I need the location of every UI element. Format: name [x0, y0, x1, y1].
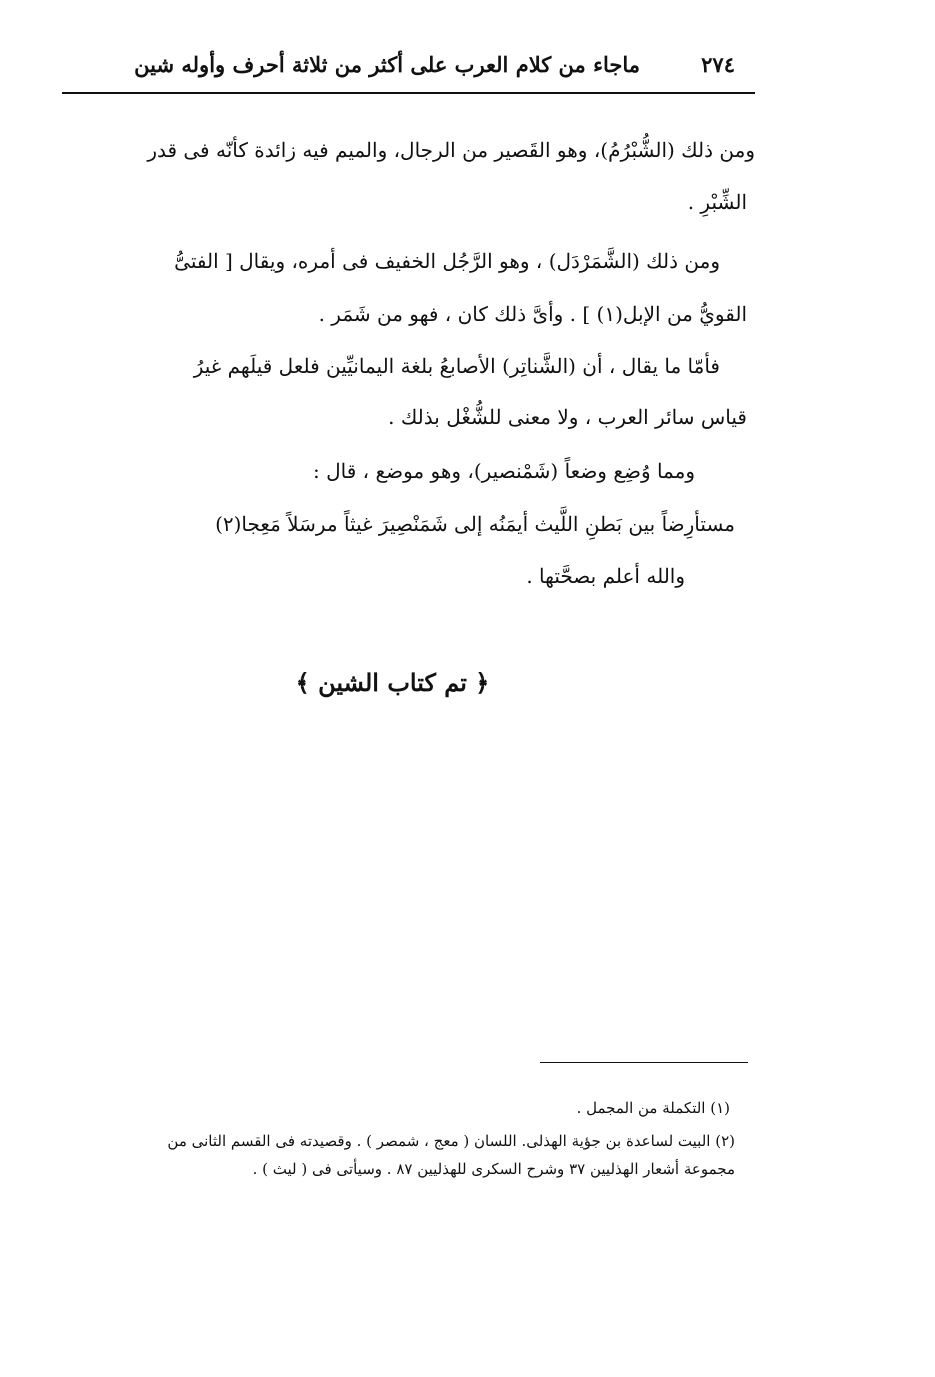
footnote-2-cont: مجموعة أشعار الهذليين ٣٧ وشرح السكرى للهذليين ٨٧ . وسيأتى فى ( ليث ) .	[252, 1160, 735, 1178]
text-line-1: ومن ذلك (الشُّبْرُمُ)، وهو القَصير من الرجال، والميم فيه زائدة كأنّه فى قدر	[147, 138, 755, 162]
footnote-rule	[540, 1062, 748, 1063]
text-line-4: القويُّ من الإبل(١) ] . وأىَّ ذلك كان ، فهو من شَمَر .	[318, 302, 747, 326]
text-line-7: ومما وُضِع وضعاً (شَمْنصير)، وهو موضع ، قال :	[313, 459, 695, 483]
text-line-3: ومن ذلك (الشَّمَرْدَل) ، وهو الرَّجُل الخفيف فى أمره، ويقال [ الفتىُّ	[174, 249, 720, 273]
text-line-5: فأمّا ما يقال ، أن (الشَّناتِر) الأصابعُ بلغة اليمانيِّين فلعل قيلَهم غيرُ	[193, 354, 720, 378]
header-rule	[62, 92, 755, 94]
page-number: ٢٧٤	[701, 52, 735, 77]
text-line-6: قياس سائر العرب ، ولا معنى للشُّغْل بذلك .	[388, 405, 747, 429]
running-title: ماجاء من كلام العرب على أكثر من ثلاثة أحرف وأوله شين	[134, 52, 640, 77]
page-header	[134, 50, 735, 86]
footnote-1: (١) التكملة من المجمل .	[576, 1099, 730, 1117]
verse-line: مستأرِضاً بين بَطنِ اللَّيث أيمَنُه إلى شَمَنْصِيرَ غيثاً مرسَلاً مَعِجا(٢)	[215, 512, 735, 536]
text-line-2: الشِّبْرِ .	[687, 190, 747, 214]
section-end-title: ﴿ تم كتاب الشين ﴾	[295, 668, 490, 697]
footnote-2: (٢) البيت لساعدة بن جؤية الهذلى. اللسان ( معج ، شمصر ) . وقصيدته فى القسم الثانى من	[167, 1132, 735, 1150]
text-line-9: والله أعلم بصحَّتها .	[526, 564, 685, 588]
